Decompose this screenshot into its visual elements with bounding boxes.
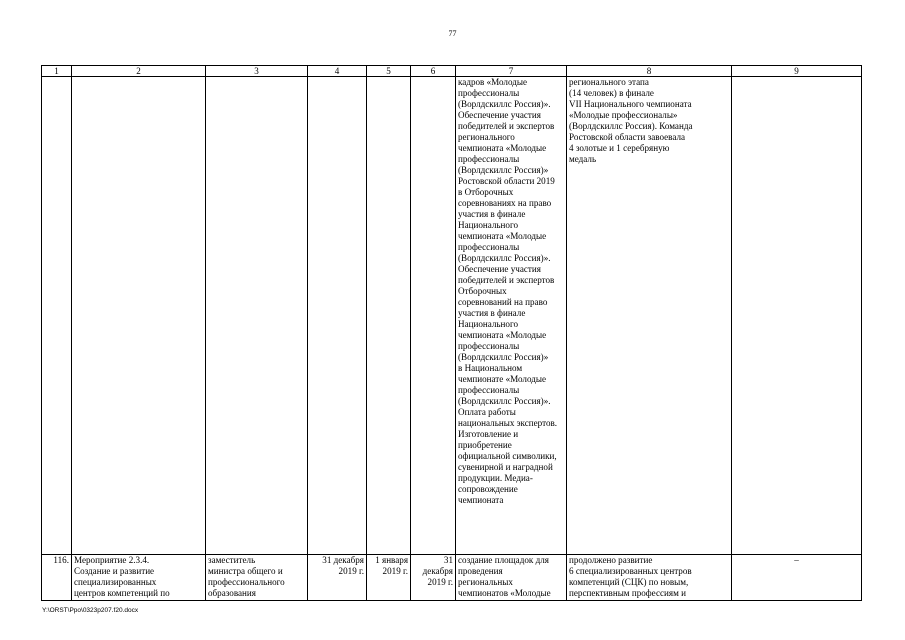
column-number: 2	[72, 66, 206, 77]
planned-result-cell: кадров «Молодые профессионалы (Ворлдскиллс Россия)». Обеспечение участия победителей и экспертов регионального чемпионата «Молодые профессионалы (Ворлдскиллс Россия)» Ростовской области 2019 в Отборочных соревнованиях на право участия в финале Национального чемпионата «Молодые профессионалы (Ворлдскиллс Россия)». Обеспечение участия победителей и экспертов Отборочных соревнований на право участия в финале Национального чемпионата «Молодые профессионалы (Ворлдскиллс Россия)» в Национальном чемпионате «Молодые профессионалы (Ворлдскиллс Россия)». Оплата работы национальных экспертов. Изготовление и приобретение официальной символики, сувенирной и наградной продукции. Медиа- сопровождение чемпионата	[456, 77, 567, 555]
planned-date-cell	[308, 77, 367, 555]
start-date-cell: 1 января 2019 г.	[367, 555, 411, 601]
activity-name-cell	[72, 77, 206, 555]
end-date-cell: 31 декабря 2019 г.	[411, 555, 456, 601]
column-number: 5	[367, 66, 411, 77]
planned-date-cell: 31 декабря 2019 г.	[308, 555, 367, 601]
column-number: 8	[567, 66, 732, 77]
column-number: 4	[308, 66, 367, 77]
report-table	[41, 65, 862, 601]
file-path-footer: Y:\ORST\Ppo\0323p207.f20.docx	[42, 607, 139, 614]
column-number-header-row	[42, 66, 862, 77]
column-number: 1	[42, 66, 72, 77]
planned-result-cell: создание площадок для проведения региональных чемпионатов «Молодые	[456, 555, 567, 601]
notes-cell: –	[732, 555, 862, 601]
notes-cell	[732, 77, 862, 555]
column-number: 3	[206, 66, 308, 77]
activity-name-cell: Мероприятие 2.3.4. Создание и развитие специализированных центров компетенций по	[72, 555, 206, 601]
row-number-cell	[42, 77, 72, 555]
responsible-cell: заместитель министра общего и профессионального образования	[206, 555, 308, 601]
table-row	[42, 77, 862, 555]
column-number: 7	[456, 66, 567, 77]
responsible-cell	[206, 77, 308, 555]
start-date-cell	[367, 77, 411, 555]
actual-result-cell: регионального этапа (14 человек) в финале VII Национального чемпионата «Молодые профессионалы» (Ворлдскиллс Россия). Команда Ростовской области завоевала 4 золотые и 1 серебряную медаль	[567, 77, 732, 555]
column-number: 9	[732, 66, 862, 77]
end-date-cell	[411, 77, 456, 555]
actual-result-cell: продолжено развитие 6 специализированных центров компетенций (СЦК) по новым, перспективным профессиям и	[567, 555, 732, 601]
table-row	[42, 555, 862, 601]
page-number: 77	[448, 29, 457, 38]
column-number: 6	[411, 66, 456, 77]
row-number-cell: 116.	[42, 555, 72, 601]
